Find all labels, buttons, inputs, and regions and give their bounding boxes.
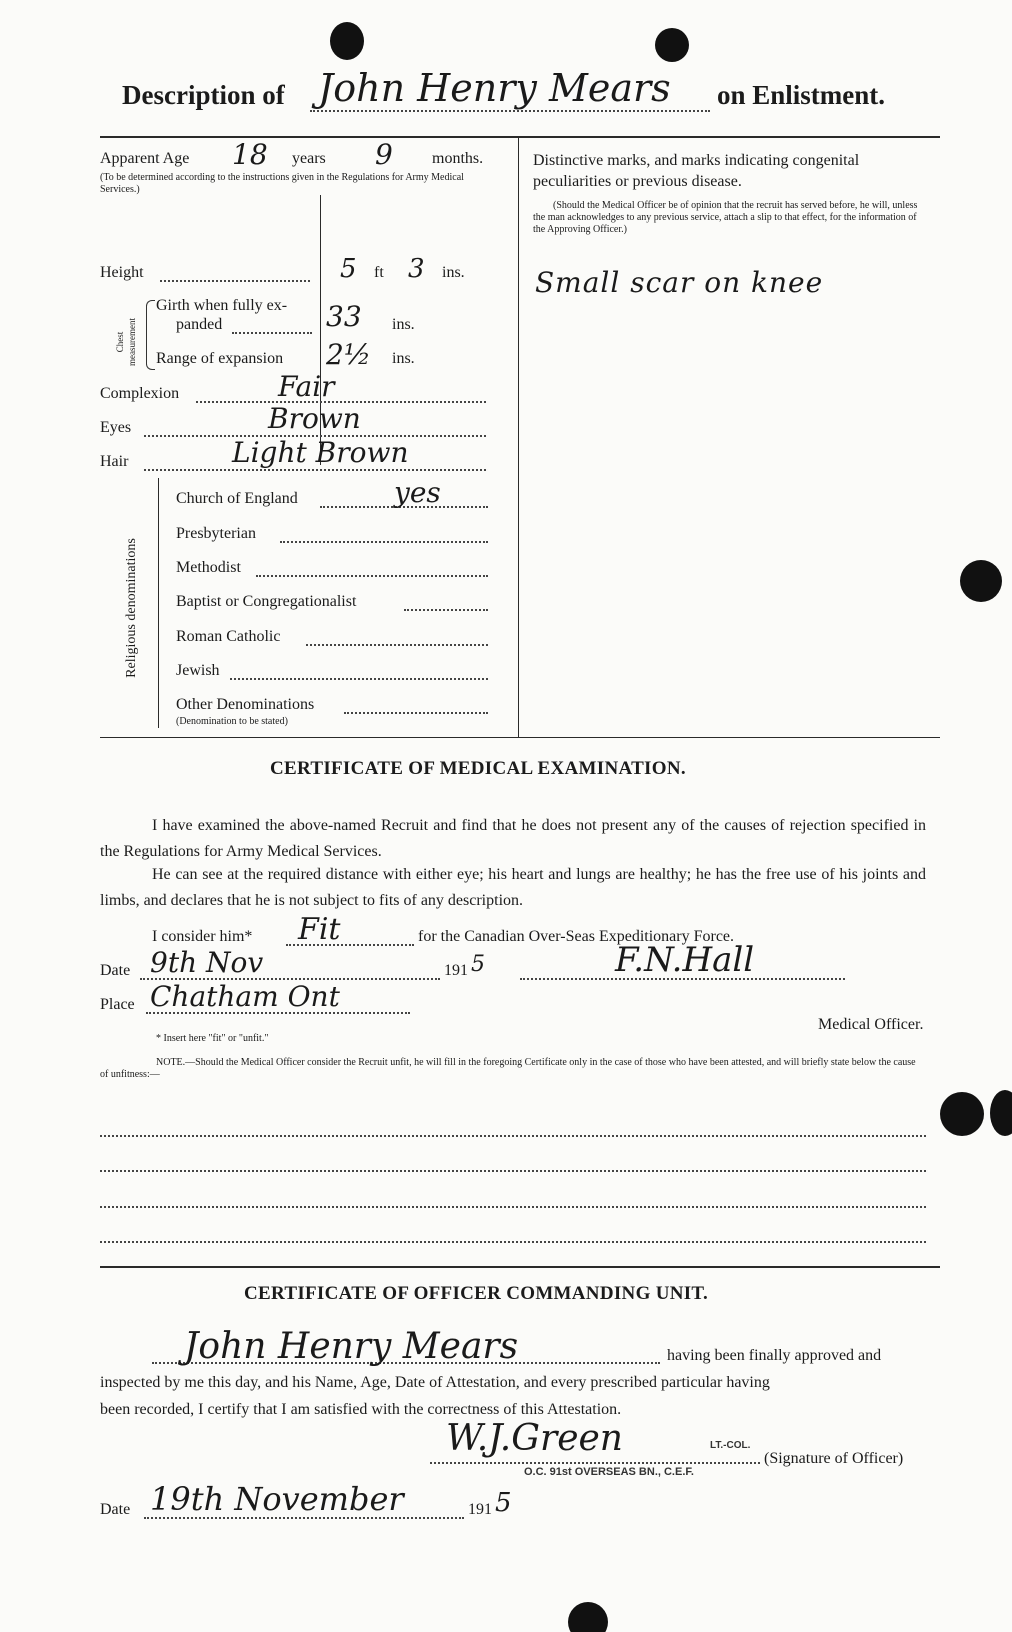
medical-heading: CERTIFICATE OF MEDICAL EXAMINATION. xyxy=(270,758,686,779)
marks-heading-1: Distinctive marks, and marks indicating congenital xyxy=(533,152,860,169)
rank-stamp: LT.-COL. xyxy=(710,1440,751,1451)
height-label: Height xyxy=(100,264,144,281)
religion-dots xyxy=(306,644,488,646)
marks-note: (Should the Medical Officer be of opinion that the recruit has served before, he will, unless the man acknowledges to any previous service, attach a slip to that effect, for the information of the Approving Officer.) xyxy=(533,200,918,235)
commanding-text-1: having been finally approved and xyxy=(667,1347,882,1364)
medical-officer-signature: F.N.Hall xyxy=(615,940,755,980)
commanding-date-value: 19th November xyxy=(150,1480,404,1518)
religion-item-jewish: Jewish xyxy=(176,662,220,679)
unit-stamp: O.C. 91st OVERSEAS BN., C.E.F. xyxy=(524,1466,694,1478)
age-years-label: years xyxy=(292,150,326,167)
complexion-label: Complexion xyxy=(100,385,180,402)
religion-item-presbyterian: Presbyterian xyxy=(176,525,256,542)
religion-bracket xyxy=(158,478,159,728)
religion-side-label: Religious denominations xyxy=(124,538,139,678)
commanding-date-label: Date xyxy=(100,1501,131,1518)
medical-paragraph-2: He can see at the required distance with either eye; his heart and lungs are healthy; he has the free use of his joints and limbs, and declares that he is not subject to fits of any description. xyxy=(100,866,926,909)
medical-year-suffix: 5 xyxy=(471,952,485,977)
fit-footnote: * Insert here "fit" or "unfit." xyxy=(156,1033,269,1044)
ink-blot xyxy=(330,22,364,60)
range-value: 2½ xyxy=(326,338,371,371)
age-note: (To be determined according to the instructions given in the Regulations for Army Medical Services.) xyxy=(100,172,464,195)
chest-side-label: Chest measurement xyxy=(115,318,137,366)
commanding-text-3: been recorded, I certify that I am satisfied with the correctness of this Attestation. xyxy=(100,1401,622,1418)
height-ft-value: 5 xyxy=(340,254,357,284)
girth-dots xyxy=(232,332,312,334)
height-in-value: 3 xyxy=(408,254,425,284)
religion-dots xyxy=(344,712,488,714)
commanding-year-suffix: 5 xyxy=(495,1488,512,1518)
religion-dots xyxy=(230,678,488,680)
eyes-value: Brown xyxy=(268,402,361,435)
medical-place-value: Chatham Ont xyxy=(150,980,340,1013)
religion-dots xyxy=(280,541,488,543)
girth-label-1: Girth when fully ex- xyxy=(156,297,288,314)
recruit-name: John Henry Mears xyxy=(318,66,671,110)
commanding-signature-dots xyxy=(430,1462,760,1464)
unfitness-line xyxy=(100,1135,926,1137)
age-months-value: 9 xyxy=(375,138,393,171)
religion-item-methodist: Methodist xyxy=(176,559,241,576)
church-of-england-value: yes xyxy=(394,476,441,509)
girth-unit: ins. xyxy=(392,316,415,333)
commanding-text-2: inspected by me this day, and his Name, Age, Date of Attestation, and every prescribed particular having xyxy=(100,1374,770,1391)
consider-suffix: for the Canadian Over-Seas Expeditionary Force. xyxy=(418,928,735,945)
signature-of-officer-label: (Signature of Officer) xyxy=(764,1450,904,1467)
column-divider xyxy=(518,138,519,738)
marks-heading-2: peculiarities or previous disease. xyxy=(533,173,742,190)
religion-dots xyxy=(404,609,488,611)
commanding-name-value: John Henry Mears xyxy=(184,1326,519,1367)
title xyxy=(122,80,285,111)
ink-blot xyxy=(655,28,689,62)
height-dots xyxy=(160,280,310,282)
other-denomination-note: (Denomination to be stated) xyxy=(176,716,288,727)
eyes-label: Eyes xyxy=(100,419,132,436)
top-rule xyxy=(100,136,940,138)
ink-blot xyxy=(990,1090,1012,1136)
distinctive-marks-value: Small scar on knee xyxy=(535,266,824,299)
age-years-value: 18 xyxy=(232,138,268,171)
height-in-label: ins. xyxy=(442,264,465,281)
commanding-year-prefix: 191 xyxy=(468,1501,492,1518)
medical-paragraph-1: I have examined the above-named Recruit and find that he does not present any of the causes of rejection specified in the Regulations for Army Medical Services. xyxy=(100,817,926,860)
ink-blot xyxy=(940,1092,984,1136)
height-ft-label: ft xyxy=(374,264,384,281)
commanding-officer-signature: W.J.Green xyxy=(446,1418,623,1459)
ink-blot xyxy=(960,560,1002,602)
medical-officer-label: Medical Officer. xyxy=(818,1016,924,1033)
unfitness-line xyxy=(100,1170,926,1172)
religion-item-baptist: Baptist or Congregationalist xyxy=(176,593,357,610)
medical-place-label: Place xyxy=(100,996,135,1013)
consider-prefix: I consider him* xyxy=(152,928,253,945)
commanding-heading: CERTIFICATE OF OFFICER COMMANDING UNIT. xyxy=(244,1283,709,1304)
title-prefix: Description of xyxy=(122,80,285,110)
religion-item-other: Other Denominations xyxy=(176,696,315,713)
religion-item-church-of-england: Church of England xyxy=(176,490,298,507)
medical-date-label: Date xyxy=(100,962,131,979)
hair-dots xyxy=(144,469,486,471)
title-dots xyxy=(310,110,710,112)
range-label: Range of expansion xyxy=(156,350,284,367)
hair-label: Hair xyxy=(100,453,129,470)
complexion-value: Fair xyxy=(278,370,335,403)
section-rule xyxy=(100,1266,940,1268)
girth-label-2: panded xyxy=(176,316,223,333)
medical-year-prefix: 191 xyxy=(444,962,468,979)
religion-item-roman-catholic: Roman Catholic xyxy=(176,628,281,645)
unfitness-line xyxy=(100,1206,926,1208)
age-label: Apparent Age xyxy=(100,150,190,167)
hair-value: Light Brown xyxy=(232,436,409,469)
ink-blot xyxy=(568,1602,608,1632)
range-unit: ins. xyxy=(392,350,415,367)
age-months-label: months. xyxy=(432,150,484,167)
medical-note: NOTE.—Should the Medical Officer consider the Recruit unfit, he will fill in the foregoing Certificate only in the case of those who have been attested, and will briefly state below the cause of unfitness:— xyxy=(100,1057,916,1080)
girth-value: 33 xyxy=(326,300,362,333)
medical-date-value: 9th Nov xyxy=(150,946,264,979)
unfitness-line xyxy=(100,1241,926,1243)
religion-dots xyxy=(256,575,488,577)
table-bottom-rule xyxy=(100,737,940,738)
chest-brace xyxy=(146,300,155,370)
title-suffix: on Enlistment. xyxy=(717,80,886,110)
fit-value: Fit xyxy=(298,912,341,947)
